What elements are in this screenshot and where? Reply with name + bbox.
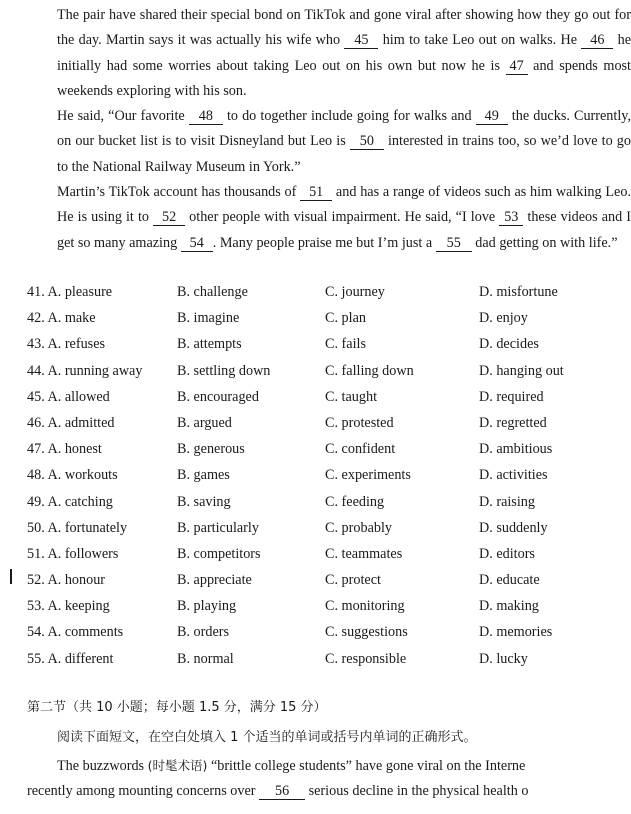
option-b: B. appreciate (177, 572, 252, 589)
passage-text: Martin’s TikTok account has thousands of (57, 184, 301, 200)
option-d: D. raising (479, 493, 535, 510)
question-row-54 (27, 620, 607, 646)
option-d: D. making (479, 598, 539, 615)
question-row-49 (27, 490, 607, 516)
option-d: D. editors (479, 545, 535, 562)
option-b: B. argued (177, 414, 232, 431)
option-b: B. challenge (177, 284, 248, 300)
option-d: D. ambitious (479, 441, 553, 458)
blank-55: 55 (436, 236, 472, 252)
option-c: C. monitoring (325, 598, 405, 615)
option-c: C. feeding (325, 493, 385, 510)
blank-49: 49 (476, 109, 508, 125)
option-c: C. protect (325, 572, 381, 589)
option-a: 41. A. pleasure (27, 284, 113, 300)
option-c: C. fails (325, 336, 366, 353)
option-d: D. activities (479, 467, 548, 484)
option-b: B. saving (177, 493, 231, 510)
blank-51: 51 (300, 185, 332, 201)
passage-text: to do together include going for walks and (222, 108, 476, 124)
option-a: 44. A. running away (27, 362, 143, 379)
question-row-44 (27, 359, 607, 385)
option-d: D. hanging out (479, 362, 564, 379)
passage-text: “brittle college students” have gone viral on the Interne (207, 758, 526, 774)
blank-52: 52 (153, 210, 185, 226)
passage-paragraph-2 (27, 104, 631, 180)
option-a: 49. A. catching (27, 493, 113, 510)
blank-56: 56 (259, 784, 305, 800)
passage-text: these videos and I get so many amazing (57, 209, 631, 251)
passage-paragraph-3 (27, 180, 631, 256)
option-b: B. normal (177, 650, 234, 667)
passage-text: he initially had some worries about taking Leo out on his own but now he is (57, 32, 631, 74)
option-c: C. falling down (325, 362, 414, 379)
passage-paragraph-4 (27, 753, 617, 805)
option-a: 51. A. followers (27, 545, 119, 562)
margin-mark (10, 569, 12, 584)
option-a: 54. A. comments (27, 624, 124, 641)
passage-text: . Many people praise me but I’m just a (212, 234, 436, 251)
passage-text: and has a range of videos such as him walking Leo. He is using it to (57, 184, 631, 226)
passage-text: The buzzwords (57, 758, 148, 774)
question-row-53 (27, 594, 607, 620)
question-row-50 (27, 516, 607, 542)
option-d: D. regretted (479, 414, 547, 431)
option-b: B. imagine (177, 310, 240, 327)
option-c: C. journey (325, 284, 385, 300)
option-a: 53. A. keeping (27, 598, 110, 615)
option-b: B. particularly (177, 519, 259, 536)
option-b: B. generous (177, 441, 245, 458)
question-row-45 (27, 385, 607, 411)
passage-text: the ducks. Currently, on our bucket list is to visit Disneyland but Leo is (57, 108, 631, 150)
option-d: D. misfortune (479, 284, 558, 300)
question-row-43 (27, 332, 607, 358)
option-c: C. protested (325, 414, 394, 431)
option-b: B. encouraged (177, 388, 259, 405)
blank-48: 48 (189, 109, 223, 125)
section-heading: 第二节（共 10 小题；每小题 1.5 分，满分 15 分） (27, 700, 327, 715)
passage-text: interested in trains too, so we’d love to go to the National Railway Museum in York.” (57, 133, 631, 175)
question-row-48 (27, 463, 607, 489)
blank-53: 53 (499, 210, 523, 226)
option-a: 48. A. workouts (27, 467, 118, 484)
option-b: B. attempts (177, 336, 242, 353)
option-d: D. suddenly (479, 519, 548, 536)
blank-46: 46 (581, 33, 613, 49)
option-a: 47. A. honest (27, 441, 102, 458)
option-d: D. lucky (479, 650, 528, 667)
passage-text: dad getting on with life.” (471, 234, 618, 251)
question-row-41 (27, 280, 607, 306)
passage-text: recently among mounting concerns over (27, 783, 260, 800)
option-d: D. educate (479, 572, 540, 589)
option-c: C. taught (325, 388, 378, 405)
option-a: 46. A. admitted (27, 414, 115, 431)
question-row-46 (27, 411, 607, 437)
option-b: B. playing (177, 598, 237, 615)
options-table (27, 280, 607, 673)
option-c: C. teammates (325, 545, 403, 562)
option-a: 52. A. honour (27, 572, 106, 589)
passage-text: (时髦术语) (147, 758, 208, 773)
option-c: C. responsible (325, 650, 407, 667)
passage-paragraph-1 (27, 3, 631, 105)
passage-text: serious decline in the physical health o (305, 783, 529, 800)
blank-54: 54 (181, 236, 213, 252)
section-instruction: 阅读下面短文，在空白处填入 1 个适当的单词或括号内单词的正确形式。 (57, 730, 477, 745)
option-c: C. confident (325, 441, 396, 458)
option-c: C. probably (325, 519, 392, 536)
passage-text: The pair have shared their special bond on TikTok and gone viral after showing how they go out for the day. Martin says it was actually his wife who (57, 7, 631, 49)
question-row-47 (27, 437, 607, 463)
option-d: D. decides (479, 336, 539, 353)
option-b: B. competitors (177, 545, 261, 562)
option-b: B. orders (177, 624, 230, 641)
passage-text: him to take Leo out on walks. He (378, 32, 582, 49)
blank-45: 45 (344, 33, 378, 49)
passage-text: other people with visual impairment. He said, “I love (185, 209, 500, 226)
option-a: 55. A. different (27, 650, 114, 667)
option-b: B. games (177, 467, 230, 484)
passage-text: He said, “Our favorite (57, 108, 189, 124)
option-a: 45. A. allowed (27, 388, 110, 405)
option-c: C. experiments (325, 467, 411, 484)
option-d: D. memories (479, 624, 553, 641)
blank-50: 50 (350, 134, 384, 150)
blank-47: 47 (506, 59, 528, 75)
option-a: 43. A. refuses (27, 336, 106, 353)
option-a: 42. A. make (27, 310, 96, 327)
option-d: D. required (479, 388, 544, 405)
question-row-55 (27, 647, 607, 673)
question-row-42 (27, 306, 607, 332)
option-c: C. plan (325, 310, 366, 327)
question-row-52 (27, 568, 607, 594)
question-row-51 (27, 542, 607, 568)
option-a: 50. A. fortunately (27, 519, 128, 536)
option-c: C. suggestions (325, 624, 408, 641)
passage-text: and spends most weekends exploring with his son. (57, 57, 631, 100)
option-b: B. settling down (177, 362, 271, 379)
option-d: D. enjoy (479, 310, 528, 327)
